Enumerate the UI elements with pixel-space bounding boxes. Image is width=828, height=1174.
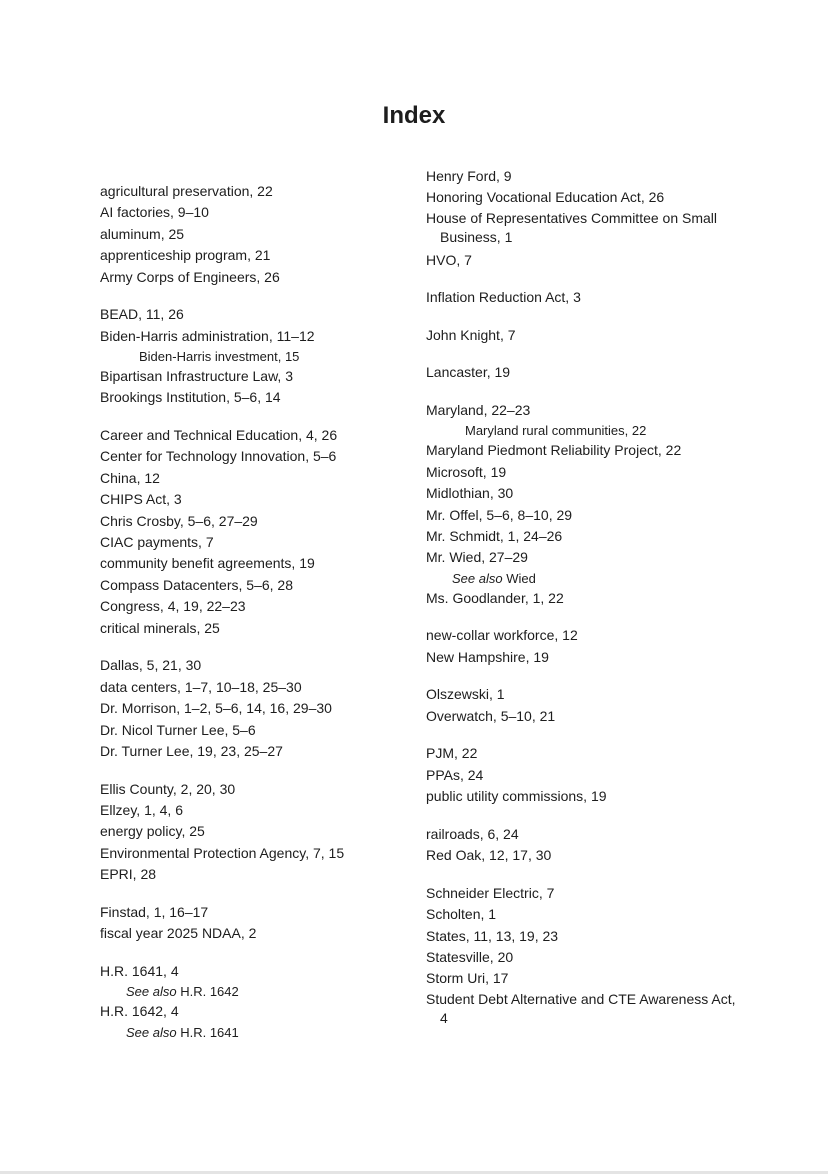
- index-entry: EPRI, 28: [100, 866, 157, 883]
- index-left-column: [100, 181, 400, 1058]
- index-entry: Maryland, 22–23: [426, 402, 531, 418]
- index-entry: Ellis County, 2, 20, 30: [100, 780, 236, 797]
- index-see-also: [426, 569, 746, 588]
- index-entry: agricultural preservation, 22: [100, 183, 273, 199]
- see-also-target: H.R. 1641: [180, 1024, 239, 1040]
- index-entry: Environmental Protection Agency, 7, 15: [100, 844, 345, 861]
- see-also-target: Wied: [506, 570, 536, 586]
- index-entry: Mr. Offel, 5–6, 8–10, 29: [426, 506, 573, 523]
- index-entry: energy policy, 25: [100, 823, 205, 840]
- index-entry: data centers, 1–7, 10–18, 25–30: [100, 678, 302, 695]
- index-entry: Ellzey, 1, 4, 6: [100, 801, 184, 818]
- index-letter-group: [426, 166, 746, 271]
- index-entry: HVO, 7: [426, 251, 472, 268]
- index-entry: apprenticeship program, 21: [100, 247, 271, 264]
- index-letter-group: [426, 883, 746, 1029]
- index-entry: Henry Ford, 9: [426, 168, 512, 184]
- index-entry: States, 11, 13, 19, 23: [426, 927, 559, 944]
- index-entry: new-collar workforce, 12: [426, 627, 578, 644]
- index-letter-group: [426, 684, 746, 727]
- index-entry: H.R. 1641, 4: [100, 962, 179, 979]
- index-entry: Lancaster, 19: [426, 364, 511, 381]
- index-entry: Chris Crosby, 5–6, 27–29: [100, 512, 258, 529]
- index-entry: Dr. Nicol Turner Lee, 5–6: [100, 721, 256, 738]
- index-letter-group: [100, 779, 400, 886]
- index-entry: Dr. Morrison, 1–2, 5–6, 14, 16, 29–30: [100, 700, 332, 717]
- index-entry: Overwatch, 5–10, 21: [426, 707, 556, 724]
- index-entry: Career and Technical Education, 4, 26: [100, 427, 338, 444]
- index-letter-group: [100, 304, 400, 409]
- index-entry: aluminum, 25: [100, 225, 185, 242]
- index-entry: Maryland Piedmont Reliability Project, 22: [426, 442, 682, 459]
- index-entry: critical minerals, 25: [100, 619, 220, 636]
- index-letter-group: [426, 362, 746, 383]
- index-entry: fiscal year 2025 NDAA, 2: [100, 925, 257, 942]
- index-entry: Dallas, 5, 21, 30: [100, 657, 202, 674]
- index-see-also: [100, 982, 400, 1001]
- index-entry: PJM, 22: [426, 745, 478, 762]
- index-entry: Scholten, 1: [426, 906, 497, 923]
- index-entry: Olszewski, 1: [426, 686, 505, 703]
- index-entry: Army Corps of Engineers, 26: [100, 268, 280, 285]
- index-entry: BEAD, 11, 26: [100, 306, 184, 323]
- index-letter-group: [100, 181, 400, 288]
- index-entry: Ms. Goodlander, 1, 22: [426, 589, 564, 606]
- index-entry: China, 12: [100, 469, 160, 486]
- index-entry: railroads, 6, 24: [426, 825, 519, 842]
- index-entry: New Hampshire, 19: [426, 648, 549, 665]
- index-letter-group: [426, 325, 746, 346]
- index-subentry: Maryland rural communities, 22: [465, 423, 647, 439]
- index-entry: Midlothian, 30: [426, 485, 514, 502]
- index-entry: Center for Technology Innovation, 5–6: [100, 448, 337, 465]
- see-also-label: See also: [126, 984, 177, 1000]
- index-entry: public utility commissions, 19: [426, 788, 607, 805]
- see-also-target: H.R. 1642: [180, 984, 239, 1000]
- index-entry: Congress, 4, 19, 22–23: [100, 598, 246, 615]
- index-entry: AI factories, 9–10: [100, 204, 209, 221]
- index-letter-group: [100, 961, 400, 1042]
- index-entry: Biden-Harris administration, 11–12: [100, 327, 315, 344]
- index-entry: Honoring Vocational Education Act, 26: [426, 189, 665, 206]
- index-entry: CHIPS Act, 3: [100, 491, 182, 508]
- index-entry: Student Debt Alternative and CTE Awareness Act, 4: [426, 990, 736, 1027]
- index-subentry: Biden-Harris investment, 15: [139, 349, 300, 365]
- see-also-label: See also: [126, 1024, 177, 1040]
- see-also-label: See also: [452, 570, 503, 586]
- index-entry: Mr. Wied, 27–29: [426, 549, 528, 566]
- index-entry: Brookings Institution, 5–6, 14: [100, 389, 281, 406]
- index-letter-group: [426, 824, 746, 867]
- index-letter-group: [100, 425, 400, 639]
- index-entry: Schneider Electric, 7: [426, 884, 555, 901]
- index-entry: Mr. Schmidt, 1, 24–26: [426, 528, 563, 545]
- index-entry: Finstad, 1, 16–17: [100, 903, 209, 920]
- index-entry: Dr. Turner Lee, 19, 23, 25–27: [100, 742, 283, 759]
- index-letter-group: [100, 655, 400, 762]
- index-entry: Compass Datacenters, 5–6, 28: [100, 576, 293, 593]
- index-entry: Bipartisan Infrastructure Law, 3: [100, 368, 293, 385]
- index-entry: Red Oak, 12, 17, 30: [426, 847, 552, 864]
- index-letter-group: [100, 902, 400, 945]
- index-entry: Microsoft, 19: [426, 463, 507, 480]
- index-entry: House of Representatives Committee on Small Business, 1: [426, 209, 718, 246]
- index-letter-group: [426, 287, 746, 308]
- index-letter-group: [426, 743, 746, 807]
- page-title: Index: [382, 102, 446, 129]
- index-right-column: [426, 166, 746, 1045]
- index-entry: PPAs, 24: [426, 766, 484, 783]
- index-entry: H.R. 1642, 4: [100, 1003, 179, 1020]
- index-letter-group: [426, 400, 746, 609]
- index-see-also: [100, 1023, 400, 1042]
- index-entry: community benefit agreements, 19: [100, 555, 315, 572]
- index-entry: Inflation Reduction Act, 3: [426, 289, 581, 306]
- index-entry: John Knight, 7: [426, 326, 516, 343]
- index-entry: Storm Uri, 17: [426, 970, 509, 987]
- index-entry: Statesville, 20: [426, 949, 514, 966]
- index-letter-group: [426, 625, 746, 668]
- index-entry: CIAC payments, 7: [100, 534, 214, 551]
